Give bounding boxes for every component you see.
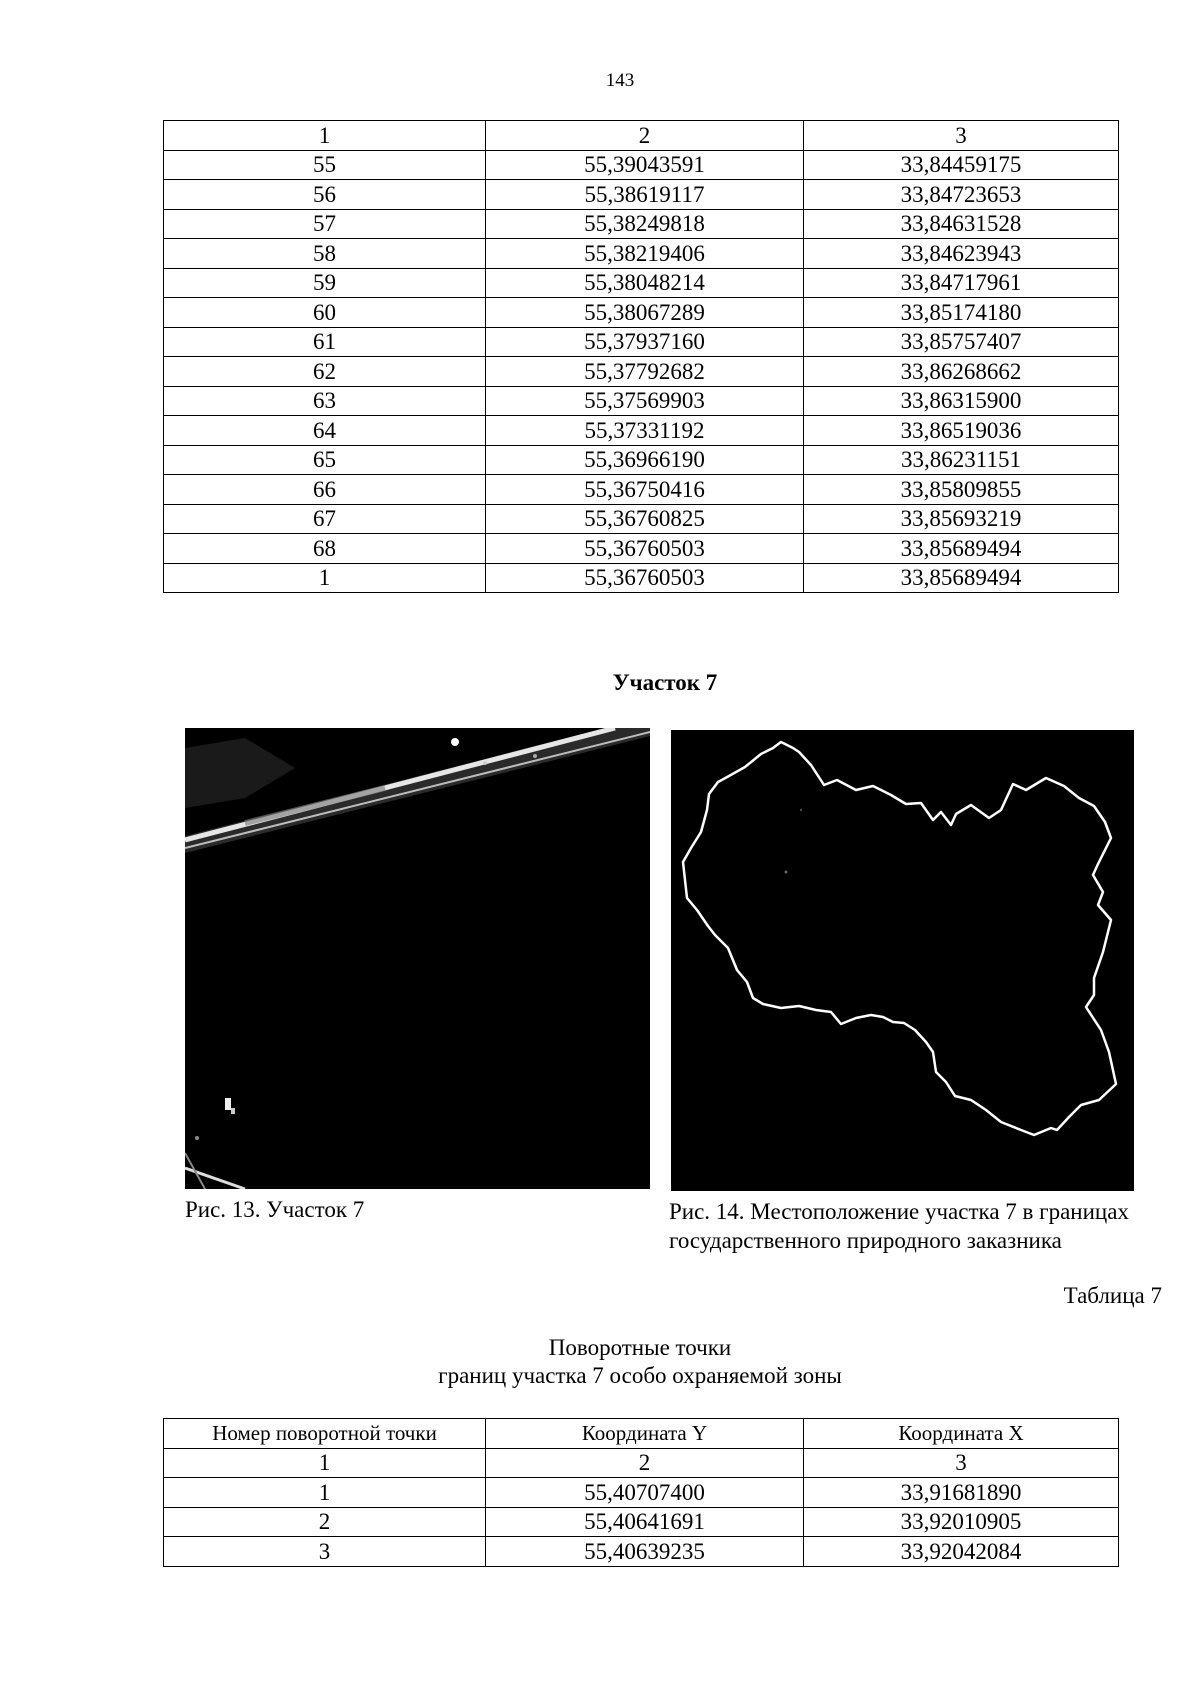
coordinate-x-cell: 33,85757407: [804, 327, 1119, 357]
point-number-cell: 62: [164, 357, 486, 387]
table-numbering-row: [164, 1448, 1119, 1478]
point-number-cell: 58: [164, 239, 486, 269]
coordinate-x-cell: 33,86268662: [804, 357, 1119, 387]
coordinate-y-cell: 55,38219406: [486, 239, 804, 269]
point-number-cell: 61: [164, 327, 486, 357]
coordinate-x-cell: 33,85689494: [804, 534, 1119, 564]
turning-points-table-plot-7: [163, 1418, 1119, 1567]
coordinate-y-cell: 55,37937160: [486, 327, 804, 357]
coordinate-y-cell: 55,40641691: [486, 1507, 804, 1537]
table-title-line-2: границ участка 7 особо охраняемой зоны: [438, 1363, 842, 1388]
point-number-cell: 65: [164, 445, 486, 475]
figure-14-caption: [669, 1197, 1199, 1255]
boundary-map-plot-7: [671, 730, 1134, 1191]
point-number-cell: 55: [164, 150, 486, 180]
table-title-line-1: Поворотные точки: [548, 1335, 732, 1360]
point-number-cell: 60: [164, 298, 486, 328]
table-label: Таблица 7: [1063, 1283, 1162, 1308]
column-number-cell: 3: [804, 121, 1119, 151]
coordinate-x-cell: 33,85689494: [804, 563, 1119, 593]
point-number-cell: 64: [164, 416, 486, 446]
coordinate-y-cell: 55,40639235: [486, 1537, 804, 1567]
coordinate-x-cell: 33,85809855: [804, 475, 1119, 505]
coordinate-x-cell: 33,84623943: [804, 239, 1119, 269]
coordinate-x-cell: 33,86519036: [804, 416, 1119, 446]
table-header-row: [164, 1419, 1119, 1449]
coordinate-y-cell: 55,38249818: [486, 209, 804, 239]
table-row: [164, 327, 1119, 357]
coordinate-x-cell: 33,84631528: [804, 209, 1119, 239]
page-number: 143: [605, 70, 635, 91]
coordinate-x-cell: 33,84723653: [804, 180, 1119, 210]
coordinate-x-cell: 33,92010905: [804, 1507, 1119, 1537]
coordinate-x-cell: 33,85174180: [804, 298, 1119, 328]
point-number-cell: 68: [164, 534, 486, 564]
table-row: [164, 209, 1119, 239]
column-number-cell: 1: [164, 121, 486, 151]
coordinate-y-cell: 55,39043591: [486, 150, 804, 180]
coordinate-y-cell: 55,37792682: [486, 357, 804, 387]
figure-13-caption: Рис. 13. Участок 7: [185, 1197, 365, 1222]
coordinate-y-cell: 55,40707400: [486, 1478, 804, 1508]
point-number-cell: 66: [164, 475, 486, 505]
column-number-cell: 2: [486, 121, 804, 151]
coordinate-y-cell: 55,36966190: [486, 445, 804, 475]
section-heading: Участок 7: [612, 670, 718, 695]
table-row: [164, 386, 1119, 416]
column-number-cell: 2: [486, 1448, 804, 1478]
point-number-cell: 59: [164, 268, 486, 298]
column-header-coordinate-y: Координата Y: [486, 1419, 804, 1449]
table-row: [164, 416, 1119, 446]
point-number-cell: 2: [164, 1507, 486, 1537]
aerial-photo-plot-7: [185, 728, 650, 1189]
coordinate-y-cell: 55,36760503: [486, 534, 804, 564]
coordinate-y-cell: 55,38067289: [486, 298, 804, 328]
coordinate-x-cell: 33,84459175: [804, 150, 1119, 180]
table-row: [164, 475, 1119, 505]
table-row: [164, 239, 1119, 269]
table-row: [164, 357, 1119, 387]
coordinate-y-cell: 55,36750416: [486, 475, 804, 505]
figure-14-caption-line-1: Рис. 14. Местоположение участка 7 в границах: [669, 1199, 1129, 1224]
point-number-cell: 3: [164, 1537, 486, 1567]
table-row: [164, 534, 1119, 564]
table-row: [164, 1507, 1119, 1537]
table-row: [164, 180, 1119, 210]
coordinate-y-cell: 55,38619117: [486, 180, 804, 210]
table-row: [164, 298, 1119, 328]
figure-14-caption-line-2: государственного природного заказника: [669, 1228, 1062, 1253]
column-number-cell: 3: [804, 1448, 1119, 1478]
coordinate-x-cell: 33,92042084: [804, 1537, 1119, 1567]
coordinate-y-cell: 55,37569903: [486, 386, 804, 416]
table-row: [164, 1537, 1119, 1567]
table-row: [164, 1478, 1119, 1508]
coordinate-y-cell: 55,36760503: [486, 563, 804, 593]
coordinate-y-cell: 55,37331192: [486, 416, 804, 446]
coordinate-y-cell: 55,38048214: [486, 268, 804, 298]
table-row: [164, 504, 1119, 534]
table-row: [164, 150, 1119, 180]
point-number-cell: 1: [164, 1478, 486, 1508]
column-header-coordinate-x: Координата X: [804, 1419, 1119, 1449]
point-number-cell: 56: [164, 180, 486, 210]
coordinate-x-cell: 33,86315900: [804, 386, 1119, 416]
coordinate-x-cell: 33,85693219: [804, 504, 1119, 534]
point-number-cell: 57: [164, 209, 486, 239]
coordinate-x-cell: 33,86231151: [804, 445, 1119, 475]
coordinate-x-cell: 33,84717961: [804, 268, 1119, 298]
point-number-cell: 1: [164, 563, 486, 593]
table-row: [164, 268, 1119, 298]
coordinates-table-continued: [163, 120, 1119, 593]
table-row: [164, 563, 1119, 593]
table-header-row: [164, 121, 1119, 151]
point-number-cell: 63: [164, 386, 486, 416]
column-header-point-number: Номер поворотной точки: [164, 1419, 486, 1449]
table-row: [164, 445, 1119, 475]
column-number-cell: 1: [164, 1448, 486, 1478]
coordinate-y-cell: 55,36760825: [486, 504, 804, 534]
point-number-cell: 67: [164, 504, 486, 534]
coordinate-x-cell: 33,91681890: [804, 1478, 1119, 1508]
